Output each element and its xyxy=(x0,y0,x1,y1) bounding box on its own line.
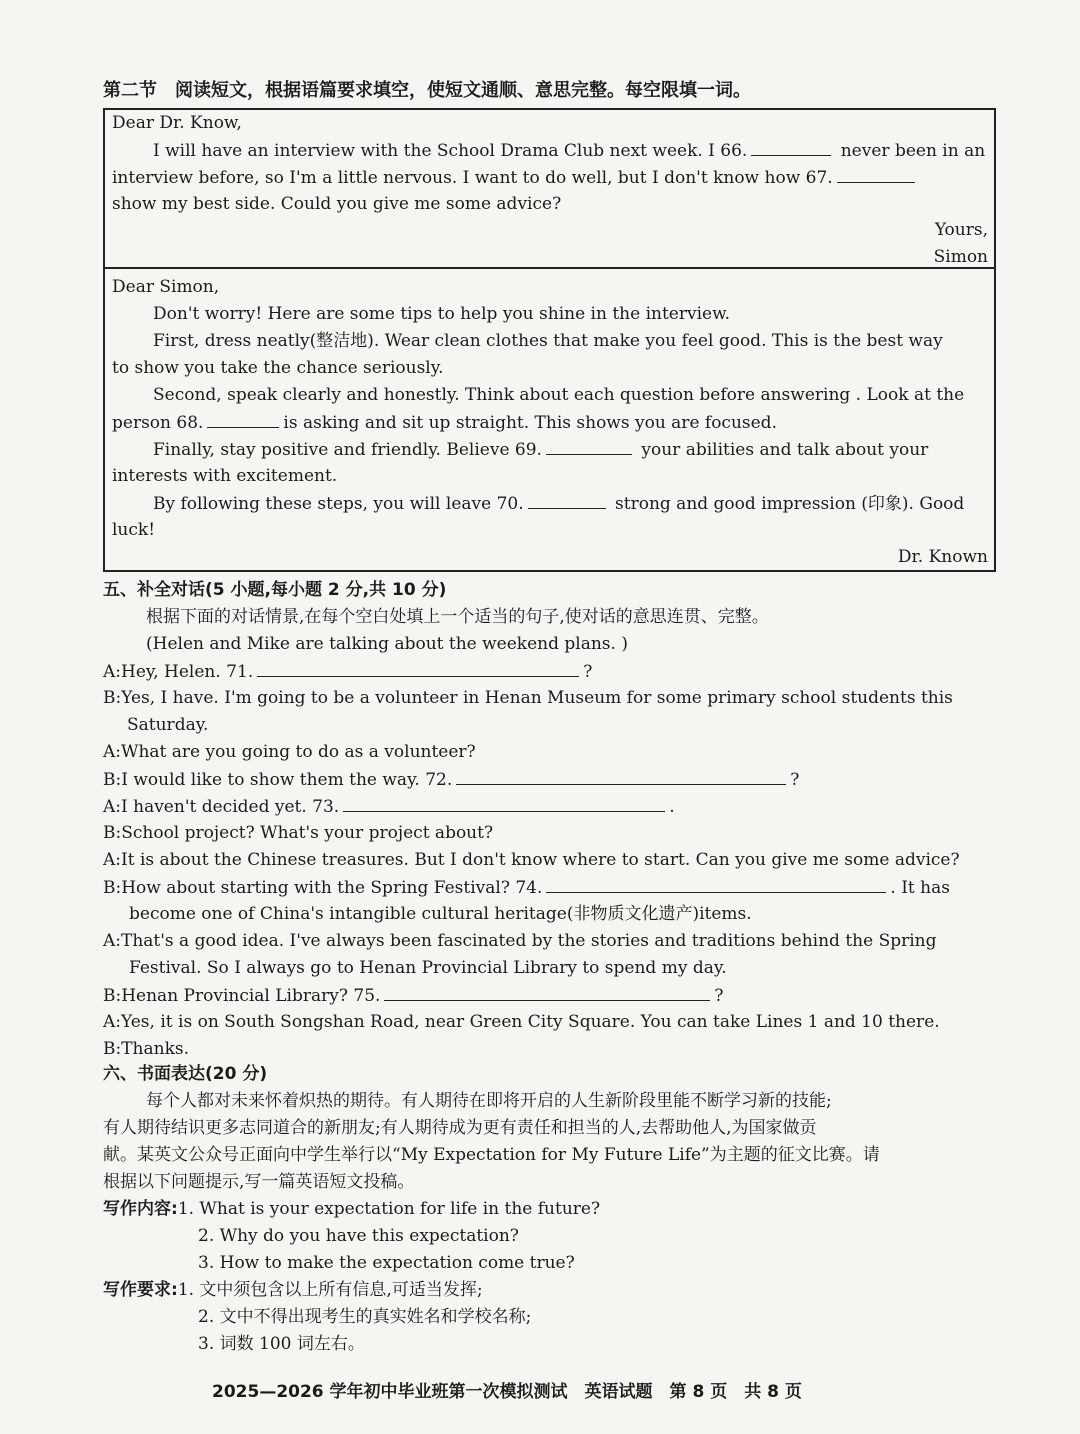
blank-73[interactable] xyxy=(343,795,665,812)
dialogue-10-text: B:Henan Provincial Library? 75. xyxy=(103,986,381,1006)
dialogue-line-8a xyxy=(103,876,950,899)
dialogue-line-12: B:Thanks. xyxy=(103,1039,190,1059)
blank-69[interactable] xyxy=(546,438,632,455)
blank-67[interactable] xyxy=(837,166,915,183)
blank-74[interactable] xyxy=(546,876,886,893)
dialogue-line-1 xyxy=(103,660,592,683)
writing-req-2: 2. 文中不得出现考生的真实姓名和学校名称; xyxy=(198,1307,532,1327)
dialogue-line-2b: Saturday. xyxy=(127,715,209,735)
section6-para-line3: 献。某英文公众号正面向中学生举行以“My Expectation for My Future Life”为主题的征文比赛。请 xyxy=(103,1145,880,1165)
letter1-signature: Simon xyxy=(933,247,988,267)
section6-para-line2: 有人期待结识更多志同道合的新朋友;有人期待成为更有责任和担当的人,去帮助他人,为国家做贡 xyxy=(103,1118,817,1138)
writing-content-1 xyxy=(103,1198,600,1220)
letter1-line1 xyxy=(153,139,985,162)
letter2-para3-line2: interests with excitement. xyxy=(112,466,338,486)
letter1-line2 xyxy=(112,166,919,189)
dialogue-8-end: . It has xyxy=(890,878,950,898)
para4-text-a: By following these steps, you will leave 70. xyxy=(153,494,524,514)
dialogue-line-7: A:It is about the Chinese treasures. But I don't know where to start. Can you give me some advice? xyxy=(103,850,960,870)
blank-71[interactable] xyxy=(257,660,579,677)
para3-text-a: Finally, stay positive and friendly. Believe 69. xyxy=(153,440,542,460)
q-mark-72: ? xyxy=(790,770,800,790)
para2-text-a: person 68. xyxy=(112,413,204,433)
letter1-line1-start: I will have an interview with the School Drama Club next week. I 66. xyxy=(153,141,748,161)
period-73: . xyxy=(669,797,675,817)
section-title: 第二节 阅读短文，根据语篇要求填空，使短文通顺、意思完整。每空限填一词。 xyxy=(103,80,751,101)
q-mark-75: ? xyxy=(714,986,724,1006)
blank-68[interactable] xyxy=(207,411,279,428)
section5-title: 五、补全对话(5 小题,每小题 2 分,共 10 分) xyxy=(103,580,447,600)
dialogue-line-6: B:School project? What's your project about? xyxy=(103,823,494,843)
letter2-para4-line2: luck! xyxy=(112,520,156,540)
section6-para-line1: 每个人都对未来怀着炽热的期待。有人期待在即将开启的人生新阶段里能不断学习新的技能; xyxy=(146,1091,832,1111)
para2-text-b: is asking and sit up straight. This shows you are focused. xyxy=(283,413,777,433)
letter2-para4-line1 xyxy=(153,492,964,515)
dialogue-line-8b: become one of China's intangible cultural heritage(非物质文化遗产)items. xyxy=(129,904,752,924)
dialogue-line-4 xyxy=(103,768,799,791)
dialogue-line-5 xyxy=(103,795,675,818)
dialogue-line-3: A:What are you going to do as a volunteer? xyxy=(103,742,476,762)
letter2-para0: Don't worry! Here are some tips to help you shine in the interview. xyxy=(153,304,731,324)
letter2-para1-line2: to show you take the chance seriously. xyxy=(112,358,444,378)
letter1-salutation: Dear Dr. Know, xyxy=(112,113,242,133)
section6-para-line4: 根据以下问题提示,写一篇英语短文投稿。 xyxy=(103,1172,415,1192)
letter1-line2-text: interview before, so I'm a little nervous. I want to do well, but I don't know how 67. xyxy=(112,168,833,188)
dialogue-8-text: B:How about starting with the Spring Festival? 74. xyxy=(103,878,543,898)
writing-req-3: 3. 词数 100 词左右。 xyxy=(198,1334,365,1354)
dialogue-4-text: B:I would like to show them the way. 72. xyxy=(103,770,453,790)
para4-text-b: strong and good impression (印象). Good xyxy=(615,494,965,514)
dialogue-5-text: A:I haven't decided yet. 73. xyxy=(103,797,340,817)
dialogue-line-9a: A:That's a good idea. I've always been fascinated by the stories and traditions behind the Spring xyxy=(103,931,937,951)
letter2-para1-line1: First, dress neatly(整洁地). Wear clean clothes that make you feel good. This is the best way xyxy=(153,331,943,351)
blank-75[interactable] xyxy=(384,984,710,1001)
section5-context: (Helen and Mike are talking about the weekend plans. ) xyxy=(146,634,628,654)
writing-req-label: 写作要求: xyxy=(103,1280,178,1300)
section6-title: 六、书面表达(20 分) xyxy=(103,1064,268,1084)
writing-content-item-1: 1. What is your expectation for life in the future? xyxy=(177,1199,601,1219)
letter2-para2-line2 xyxy=(112,411,777,434)
letter2-para3-line1 xyxy=(153,438,928,461)
writing-req-1 xyxy=(103,1279,483,1301)
blank-66[interactable] xyxy=(751,139,831,156)
para3-text-b: your abilities and talk about your xyxy=(641,440,929,460)
q-mark-71: ? xyxy=(583,662,593,682)
page-footer: 2025—2026 学年初中毕业班第一次模拟测试 英语试题 第 8 页 共 8 页 xyxy=(212,1382,802,1402)
dialogue-line-11: A:Yes, it is on South Songshan Road, near Green City Square. You can take Lines 1 and 10 there. xyxy=(103,1012,940,1032)
writing-req-item-1: 1. 文中须包含以上所有信息,可适当发挥; xyxy=(177,1280,483,1300)
letter2-signature: Dr. Known xyxy=(897,547,988,567)
letter1-line3: show my best side. Could you give me some advice? xyxy=(112,194,562,214)
letter2-para2-line1: Second, speak clearly and honestly. Think about each question before answering . Look at the xyxy=(153,385,965,405)
dialogue-line-10 xyxy=(103,984,724,1007)
dialogue-line-9b: Festival. So I always go to Henan Provincial Library to spend my day. xyxy=(129,958,727,978)
dialogue-line-2a: B:Yes, I have. I'm going to be a volunteer in Henan Museum for some primary school students this xyxy=(103,688,953,708)
letter1-closing: Yours, xyxy=(934,220,988,240)
dialogue-1-text: A:Hey, Helen. 71. xyxy=(103,662,254,682)
writing-content-label: 写作内容: xyxy=(103,1199,178,1219)
blank-70[interactable] xyxy=(528,492,606,509)
writing-content-3: 3. How to make the expectation come true? xyxy=(198,1253,575,1273)
blank-72[interactable] xyxy=(456,768,786,785)
writing-content-2: 2. Why do you have this expectation? xyxy=(198,1226,519,1246)
letter1-line1-end: never been in an xyxy=(840,141,986,161)
section5-instruction: 根据下面的对话情景,在每个空白处填上一个适当的句子,使对话的意思连贯、完整。 xyxy=(146,607,769,627)
letter2-salutation: Dear Simon, xyxy=(112,277,220,297)
